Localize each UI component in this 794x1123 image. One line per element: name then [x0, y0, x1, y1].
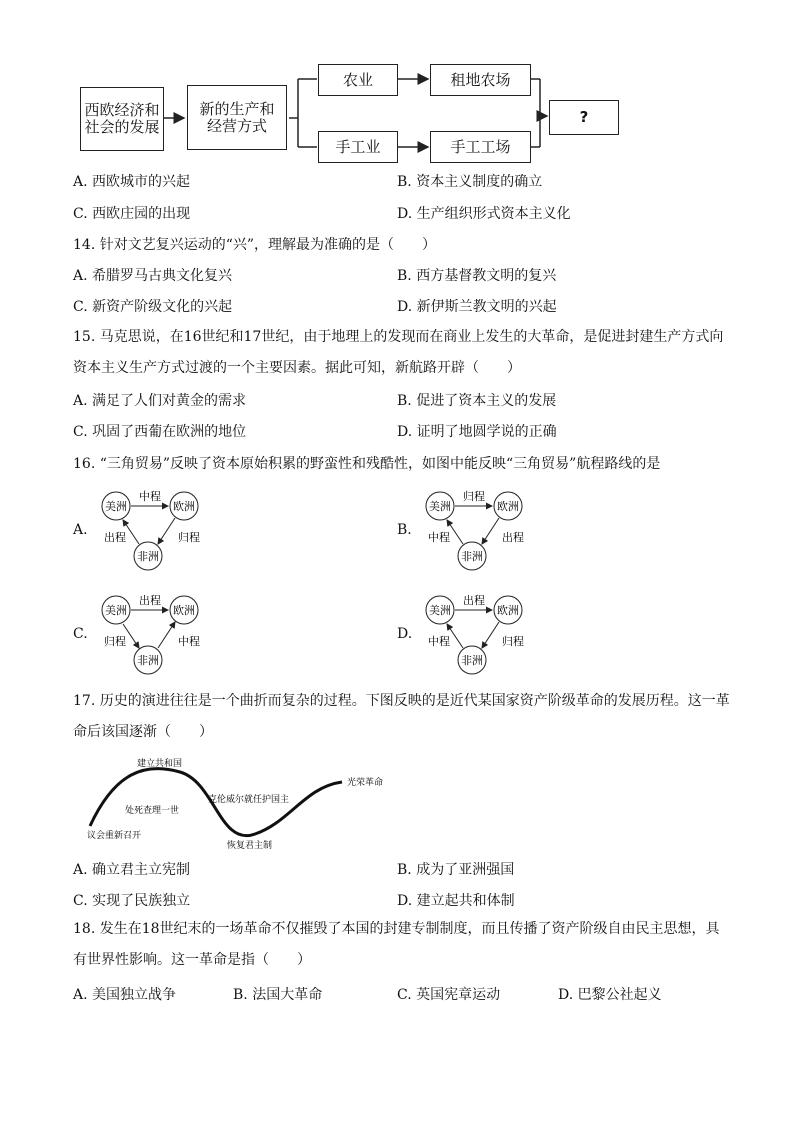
- route-label: 中程: [428, 531, 450, 544]
- q18-stem: 18. 发生在18世纪末的一场革命不仅摧毁了本国的封建专制制度，而且传播了资产阶级自由民主思想，具有世界性影响。这一革命是指（ ）: [73, 921, 720, 968]
- node-africa: 非洲: [137, 550, 159, 563]
- q13-option-d[interactable]: D. 生产组织形式资本主义化: [397, 206, 571, 222]
- node-america: 美洲: [429, 604, 451, 617]
- q14-stem: 14. 针对文艺复兴运动的“兴”，理解最为准确的是（ ）: [73, 237, 437, 253]
- q18-option-b[interactable]: B. 法国大革命: [233, 987, 323, 1003]
- node-europe: 欧洲: [173, 604, 195, 617]
- route-label: 出程: [104, 531, 126, 544]
- q15-option-b[interactable]: B. 促进了资本主义的发展: [397, 393, 557, 409]
- q16-stem: 16. “三角贸易”反映了资本原始积累的野蛮性和残酷性，如图中能反映“三角贸易”航程路线的是: [73, 456, 661, 472]
- label-cromwell: 克伦威尔就任护国主: [208, 795, 290, 805]
- q13-option-c[interactable]: C. 西欧庄园的出现: [73, 206, 191, 222]
- q18-option-c[interactable]: C. 英国宪章运动: [397, 987, 501, 1003]
- node-america: 美洲: [105, 604, 127, 617]
- flow-box-mode: 新的生产和经营方式: [187, 85, 287, 150]
- flow-box-origin: 西欧经济和社会的发展: [80, 87, 164, 151]
- route-label: 归程: [104, 635, 126, 648]
- route-label: 归程: [463, 490, 485, 503]
- route-label: 中程: [428, 635, 450, 648]
- flow-box-handicraft: 手工业: [318, 131, 398, 163]
- label-reconvene: 议会重新召开: [87, 831, 142, 841]
- q15-option-d[interactable]: D. 证明了地圆学说的正确: [397, 424, 557, 440]
- q16-option-a-letter[interactable]: A.: [73, 522, 88, 538]
- q14-option-a[interactable]: A. 希腊罗马古典文化复兴: [73, 268, 233, 284]
- q18-option-a[interactable]: A. 美国独立战争: [73, 987, 177, 1003]
- label-restoration: 恢复君主制: [227, 841, 273, 851]
- triangle-diagram-b: [422, 486, 532, 572]
- node-europe: 欧洲: [173, 500, 195, 513]
- flow-box-rental-farm: 租地农场: [430, 64, 531, 96]
- label-execute: 处死查理一世: [125, 806, 180, 816]
- q18-option-d[interactable]: D. 巴黎公社起义: [558, 987, 662, 1003]
- node-africa: 非洲: [137, 654, 159, 667]
- q17-option-d[interactable]: D. 建立起共和体制: [397, 893, 515, 909]
- route-label: 归程: [502, 635, 524, 648]
- route-label: 中程: [178, 635, 200, 648]
- triangle-diagram-a: [98, 486, 208, 572]
- label-republic: 建立共和国: [137, 759, 183, 769]
- node-africa: 非洲: [461, 654, 483, 667]
- q15-option-c[interactable]: C. 巩固了西葡在欧洲的地位: [73, 424, 247, 440]
- route-label: 中程: [139, 490, 161, 503]
- q16-option-d-letter[interactable]: D.: [397, 626, 413, 642]
- label-glorious: 光荣革命: [347, 778, 384, 788]
- q17-stem: 17. 历史的演进往往是一个曲折而复杂的过程。下图反映的是近代某国家资产阶级革命的发展历程。这一革命后该国逐渐（ ）: [73, 693, 730, 740]
- flow-box-question: ?: [549, 100, 619, 135]
- revolution-curve-diagram: [80, 752, 400, 852]
- node-europe: 欧洲: [497, 604, 519, 617]
- node-europe: 欧洲: [497, 500, 519, 513]
- q13-option-b[interactable]: B. 资本主义制度的确立: [397, 174, 543, 190]
- q14-option-c[interactable]: C. 新资产阶级文化的兴起: [73, 299, 233, 315]
- route-label: 出程: [139, 594, 161, 607]
- triangle-diagram-d: [422, 590, 532, 676]
- q15-stem: 15. 马克思说，在16世纪和17世纪，由于地理上的发现而在商业上发生的大革命，是促进封建生产方式向资本主义生产方式过渡的一个主要因素。据此可知，新航路开辟（ ）: [73, 329, 724, 376]
- q14-option-b[interactable]: B. 西方基督教文明的复兴: [397, 268, 557, 284]
- q17-option-a[interactable]: A. 确立君主立宪制: [73, 862, 191, 878]
- route-label: 出程: [463, 594, 485, 607]
- node-america: 美洲: [105, 500, 127, 513]
- node-africa: 非洲: [461, 550, 483, 563]
- q16-option-c-letter[interactable]: C.: [73, 626, 88, 642]
- triangle-diagram-c: [98, 590, 208, 676]
- flow-box-agriculture: 农业: [318, 64, 398, 96]
- q15-option-a[interactable]: A. 满足了人们对黄金的需求: [73, 393, 247, 409]
- node-america: 美洲: [429, 500, 451, 513]
- q13-option-a[interactable]: A. 西欧城市的兴起: [73, 174, 191, 190]
- q17-option-c[interactable]: C. 实现了民族独立: [73, 893, 191, 909]
- route-label: 归程: [178, 531, 200, 544]
- q17-option-b[interactable]: B. 成为了亚洲强国: [397, 862, 515, 878]
- q16-option-b-letter[interactable]: B.: [397, 522, 412, 538]
- flow-box-workshop: 手工工场: [430, 131, 531, 163]
- route-label: 出程: [502, 531, 524, 544]
- q14-option-d[interactable]: D. 新伊斯兰教文明的兴起: [397, 299, 557, 315]
